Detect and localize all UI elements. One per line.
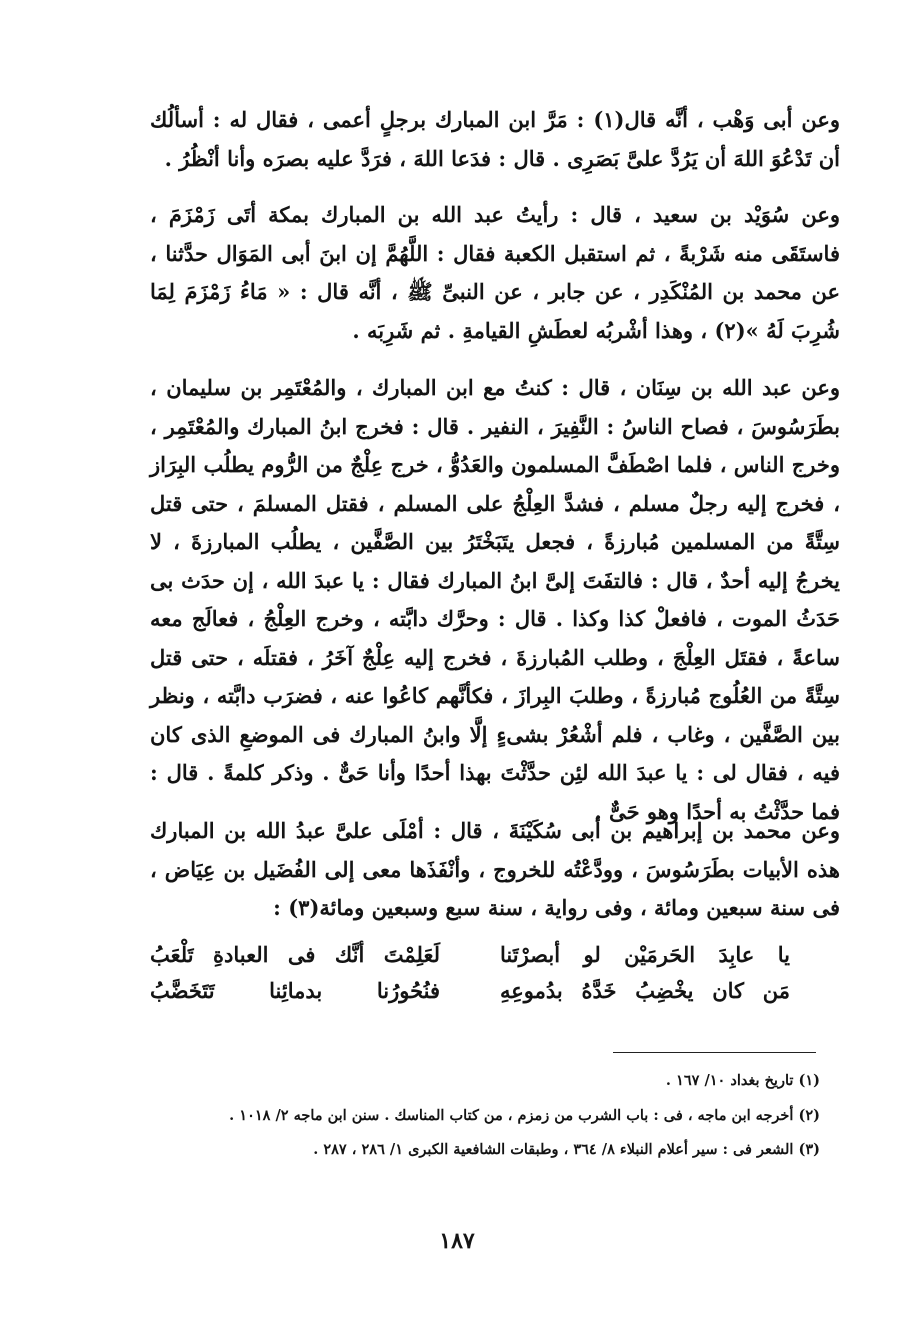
poem-verses [150,942,790,1022]
paragraph-abdullah-sinan: وعن عبد الله بن سِنَان ، قال : كنتُ مع ابن المبارك ، والمُعْتَمِر بن سليمان ، بطَرَسُوسَ ، فصاح الناسُ : النَّفِيرَ ، النفير . قال : فخرج ابنُ المبارك والمُعْتَمِر ، وخرج الناس ، فلما اصْطَفَّ المسلمون والعَدُوُّ ، خرج عِلْجٌ من الرُّوم يطلُب البِرَاز ، فخرج إليه رجلٌ مسلم ، فشدَّ العِلْجُ على المسلم ، فقتل المسلمَ ، حتى قتل سِتَّةً من المسلمين مُبارزةً ، فجعل يتَبَخْتَرُ بين الصَّفَّين ، يطلُب المبارزةَ ، لا يخرجُ إليه أحدٌ ، قال : فالتفَتَ إلىَّ ابنُ المبارك فقال : يا عبدَ الله ، إن حدَث بى حَدَثُ الموت ، فافعلْ كذا وكذا . قال : وحرَّك دابَّته ، وخرج العِلْجُ ، فعالَج معه ساعةً ، فقتَل العِلْجَ ، وطلب المُبارزةَ ، فخرج إليه عِلْجٌ آخَرُ ، فقتلَه ، حتى قتل سِتَّةً من العُلُوج مُبارزةً ، وطلبَ البِرازَ ، فكأنَّهم كاعُوا عنه ، فضرَب دابَّته ، ونظر بين الصَّفَّين ، وغاب ، فلم أشْعُرْ بشىءٍ إلَّا وابنُ المبارك فى الموضعِ الذى كان فيه ، فقال لى : يا عبدَ الله لئِن حدَّثْتَ بهذا أحدًا وأنا حَىٌّ . وذكر كلمةً . قال : فما حدَّثْتُ به أحدًا وهو حَىٌّ . [150,375,840,824]
footnote-1: (١) تاريخ بغداد ١٠/ ١٦٧ . [665,1072,820,1089]
verse-line [150,978,790,1016]
verse-second-hemistich: لَعَلِمْتَ أنَّك فى العبادةِ تَلْعَبُ [150,942,440,967]
verse-second-hemistich: فنُحُورُنا بدمائِنا تَتَخَضَّبُ [150,978,440,1003]
verse-line [150,942,790,980]
paragraph-muhammad-ibrahim: وعن محمد بن إبراهيم بن أبى سُكَيْنَةَ ، قال : أمْلَى علىَّ عبدُ الله بن المبارك هذه الأبيات بطَرَسُوسَ ، وودَّعْتُه للخروج ، وأنْفَذَها معى إلى الفُضَيل بن عِيَاض ، فى سنة سبعين ومائة ، وفى رواية ، سنة سبع وسبعين ومائة(٣) : [150,818,840,920]
page-number: ١٨٧ [439,1228,475,1254]
verse-first-hemistich: مَن كان يخْضِبُ خَدَّهُ بدُموعِهِ [500,978,790,1003]
footnote-3: (٣) الشعر فى : سير أعلام النبلاء ٨/ ٣٦٤ ، وطبقات الشافعية الكبرى ١/ ٢٨٦ ، ٢٨٧ . [313,1141,820,1158]
paragraph-abu-wahb: وعن أبى وَهْب ، أنَّه قال(١) : مَرَّ ابن المبارك برجلٍ أعمى ، فقال له : أسألُك أن تَدْعُوَ اللهَ أن يَرُدَّ علىَّ بَصَرِى . قال : فدَعا اللهَ ، فرَدَّ عليه بصرَه وأنا أنْظُرُ . [150,107,841,171]
footnote-divider [613,1052,816,1053]
footnote-2: (٢) أخرجه ابن ماجه ، فى : باب الشرب من زمزم ، من كتاب المناسك . سنن ابن ماجه ٢/ ١٠١٨ . [229,1107,820,1124]
verse-first-hemistich: يا عابِدَ الحَرمَيْن لو أبصرْتَنا [500,942,790,967]
paragraph-suwayd: وعن سُوَيْد بن سعيد ، قال : رأيتُ عبد الله بن المبارك بمكة أتَى زَمْزَمَ ، فاستَقَى منه شَرْبةً ، ثم استقبل الكعبة فقال : اللَّهُمَّ إن ابنَ أبى المَوَال حدَّثنا ، عن محمد بن المُنْكَدِر ، عن جابر ، عن النبىِّ ﷺ ، أنَّه قال : « مَاءُ زَمْزَمَ لِمَا شُرِبَ لَهُ »(٢) ، وهذا أشْربُه لعطَشِ القيامةِ . ثم شَرِبَه . [150,202,840,343]
